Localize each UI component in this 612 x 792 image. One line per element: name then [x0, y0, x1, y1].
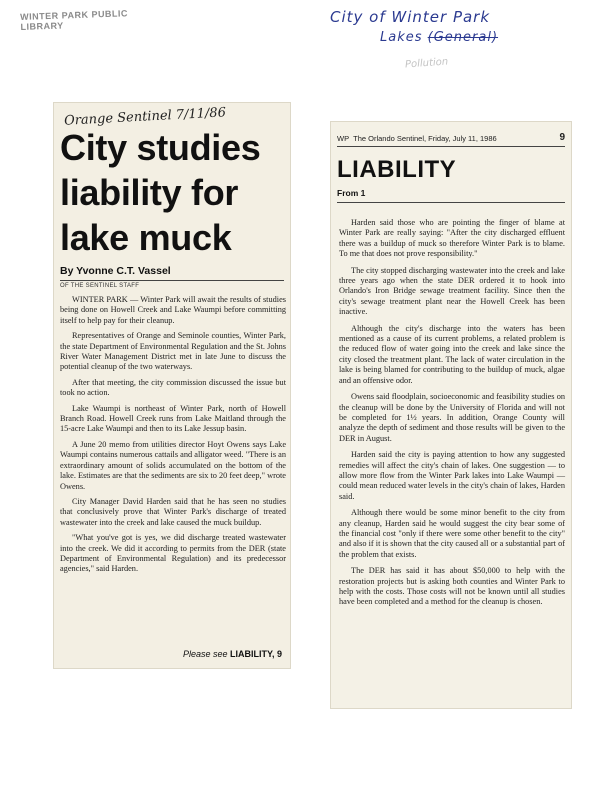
jump-headline: LIABILITY	[337, 156, 457, 183]
divider	[60, 280, 284, 281]
article-paragraph: Representatives of Orange and Seminole counties, Winter Park, the state Department of Environmental Regulation and the St. Johns River Water Management District met in late June to discuss the potential cleanup of the two waterways.	[60, 331, 286, 372]
headline	[60, 125, 288, 260]
article-paragraph: The DER has said it has about $50,000 to help with the restoration projects but is asking both counties and Winter Park to help with the costs. Those costs will not be known until all studies have been completed and a method for the cleanup is chosen.	[339, 566, 565, 607]
article-paragraph: Although there would be some minor benefit to the city from any cleanup, Harden said he would suggest the city bear some of the financial cost "only if there were some other benefit to the city" and also if it is shown that the city caused all or a substantial part of the problem that exists.	[339, 508, 565, 559]
article-paragraph: Lake Waumpi is northeast of Winter Park, north of Howell Branch Road. Howell Creek runs from Lake Maitland through the 15-acre Lake Waumpi and then to its Lake Jessup basin.	[60, 403, 286, 434]
handwritten-annotation	[300, 8, 600, 78]
section-code: WP	[337, 134, 349, 143]
article-paragraph: City Manager David Harden said that he has seen no studies that conclusively prove that Winter Park's discharge of treated wastewater into the creek and lake caused the muck buildup.	[60, 496, 286, 527]
article-paragraph: "What you've got is yes, we did discharge treated wastewater into the creek. We did it according to permits from the DER (state Department of Environmental Regulation) and its predecessor agencies," said Harden.	[60, 533, 286, 574]
library-stamp: WINTER PARK PUBLIC LIBRARY	[20, 8, 129, 32]
article-body	[339, 218, 565, 614]
handwritten-subject-struck: (General)	[427, 30, 499, 45]
paper-dateline: The Orlando Sentinel, Friday, July 11, 1986	[353, 134, 497, 143]
article-paragraph: Owens said floodplain, socioeconomic and feasibility studies on the cleanup will be done by the University of Florida and will not be completed for 1½ years. In addition, Orange County will analyze the depth of sediment and those results will be given to the DER in August.	[339, 392, 565, 443]
article-paragraph: Although the city's discharge into the waters has been mentioned as a cause of its current problems, a related problem is the reduced flow of water going into the creek and lake since the city closed the treatment plant. The lack of water circulation in the lake is being blamed for contributing to the buildup of muck, algae and an offensive odor.	[339, 323, 565, 385]
clipping-jump-page	[331, 122, 571, 708]
handwritten-subject	[380, 30, 498, 45]
handwritten-title: City of Winter Park	[330, 8, 491, 26]
article-body	[60, 295, 286, 580]
staff-credit: OF THE SENTINEL STAFF	[60, 283, 140, 289]
article-paragraph: The city stopped discharging wastewater into the creek and lake three years ago when the state DER ordered it to hook into Orlando's Iron Bridge sewage treatment facility. Since then the city's sewage treatment plant near the Howell Creek has been inactive.	[339, 265, 565, 317]
clipping-front-page	[54, 103, 290, 668]
page-header	[337, 134, 565, 143]
article-paragraph: A June 20 memo from utilities director Hoyt Owens says Lake Waumpi contains numerous cattails and alligator weed. "There is an extraordinary amount of solids accumulated on the bottom of the lake. Estimates are that the sediments are six to 20 feet deep," wrote Owens.	[60, 439, 286, 491]
continuation-note	[183, 649, 282, 659]
article-paragraph: Harden said those who are pointing the finger of blame at Winter Park are really saying: "After the city discharged effluent there was a buildup of muck so therefore Winter Park is to blame. To me that does not prove responsibility."	[339, 218, 565, 259]
article-paragraph: WINTER PARK — Winter Park will await the results of studies being done on Howell Creek and Lake Waumpi before committing itself to help pay for their cleanup.	[60, 295, 286, 325]
handwritten-masthead: Orange Sentinel 7/11/86	[63, 105, 227, 129]
headline-line: City studies	[60, 127, 261, 168]
handwritten-note-faint: Pollution	[404, 56, 449, 71]
headline-line: lake muck	[60, 217, 232, 258]
page-number: 9	[559, 132, 565, 143]
article-paragraph: Harden said the city is paying attention to how any suggested remedies will affect the city's chain of lakes. One suggestion — to allow more flow from the Winter Park lakes into Lake Waumpi — could mean reduced water levels in the city's chain of lakes, Harden said.	[339, 450, 565, 501]
handwritten-subject-main: Lakes	[380, 30, 423, 45]
divider	[337, 202, 565, 203]
divider	[337, 146, 565, 147]
headline-line: liability for	[60, 172, 239, 213]
continuation-prefix: Please see	[182, 649, 230, 659]
byline: By Yvonne C.T. Vassel	[60, 265, 171, 277]
continuation-target: LIABILITY, 9	[229, 649, 282, 659]
from-reference: From 1	[337, 188, 366, 198]
article-paragraph: After that meeting, the city commission discussed the issue but took no action.	[60, 377, 286, 398]
